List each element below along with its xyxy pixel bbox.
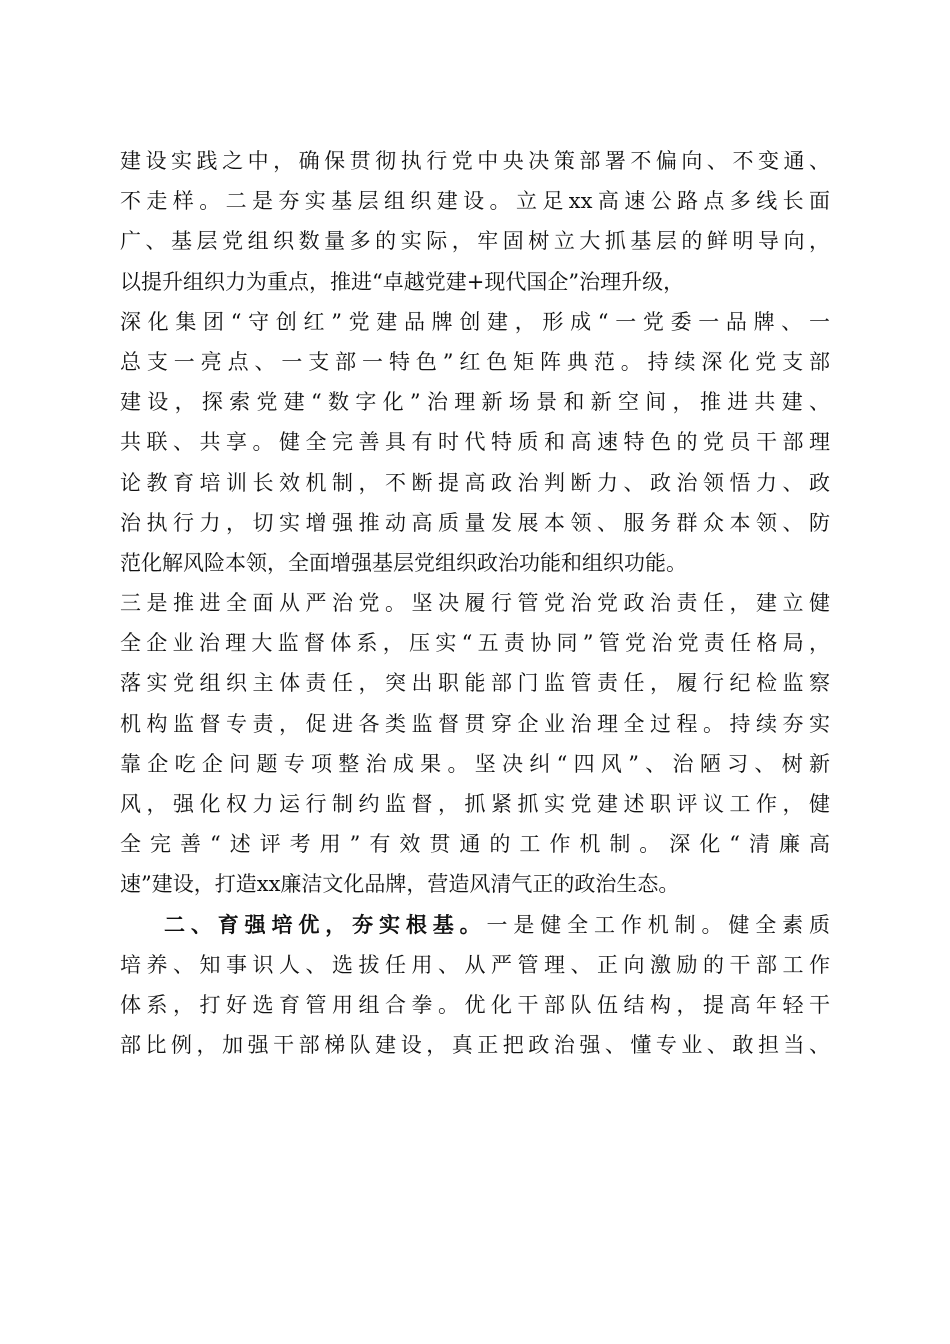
text-line: 靠企吃企问题专项整治成果。坚决纠“四风”、治陋习、树新 bbox=[120, 751, 830, 776]
text-line: 共联、共享。健全完善具有时代特质和高速特色的党员干部理 bbox=[120, 430, 830, 455]
text-line: 机构监督专责，促进各类监督贯穿企业治理全过程。持续夯实 bbox=[120, 711, 830, 736]
section-heading-rest: 一是健全工作机制。健全素质 bbox=[486, 912, 830, 937]
text-line: 总支一亮点、一支部一特色”红色矩阵典范。持续深化党支部 bbox=[120, 349, 830, 374]
text-line: 落实党组织主体责任，突出职能部门监管责任，履行纪检监察 bbox=[120, 671, 830, 696]
text-line: 广、基层党组织数量多的实际，牢固树立大抓基层的鲜明导向， bbox=[120, 229, 830, 254]
text-line: 体系，打好选育管用组合拳。优化干部队伍结构，提高年轻干 bbox=[120, 992, 830, 1017]
section-heading: 二、育强培优，夯实根基。 bbox=[164, 911, 487, 937]
text-line: 部比例，加强干部梯队建设，真正把政治强、懂专业、敢担当、 bbox=[120, 1033, 830, 1058]
text-line: 全完善“述评考用”有效贯通的工作机制。深化“清廉高 bbox=[120, 832, 830, 857]
text-line: 培养、知事识人、选拔任用、从严管理、正向激励的干部工作 bbox=[120, 952, 830, 977]
text-line: 建设实践之中，确保贯彻执行党中央决策部署不偏向、不变通、 bbox=[120, 149, 830, 173]
text-line: 建设，探索党建“数字化”治理新场景和新空间，推进共建、 bbox=[120, 390, 830, 415]
body-text bbox=[120, 141, 830, 1065]
text-line: 全企业治理大监督体系，压实“五责协同”管党治党责任格局， bbox=[120, 631, 830, 656]
text-line: 三是推进全面从严治党。坚决履行管党治党政治责任，建立健 bbox=[120, 591, 830, 616]
text-line: 治执行力，切实增强推动高质量发展本领、服务群众本领、防 bbox=[120, 510, 830, 535]
text-line: 速”建设，打造xx廉洁文化品牌，营造风清气正的政治生态。 bbox=[120, 872, 680, 897]
text-line: 以提升组织力为重点，推进“卓越党建+现代国企”治理升级， bbox=[120, 269, 685, 294]
text-line: 深化集团“守创红”党建品牌创建，形成“一党委一品牌、一 bbox=[120, 309, 830, 334]
text-line: 不走样。二是夯实基层组织建设。立足xx高速公路点多线长面 bbox=[120, 189, 830, 214]
section-heading-line bbox=[120, 905, 830, 945]
text-line: 风，强化权力运行制约监督，抓紧抓实党建述职评议工作，健 bbox=[120, 792, 830, 816]
text-line: 范化解风险本领，全面增强基层党组织政治功能和组织功能。 bbox=[120, 550, 687, 575]
text-line: 论教育培训长效机制，不断提高政治判断力、政治领悟力、政 bbox=[120, 470, 830, 495]
